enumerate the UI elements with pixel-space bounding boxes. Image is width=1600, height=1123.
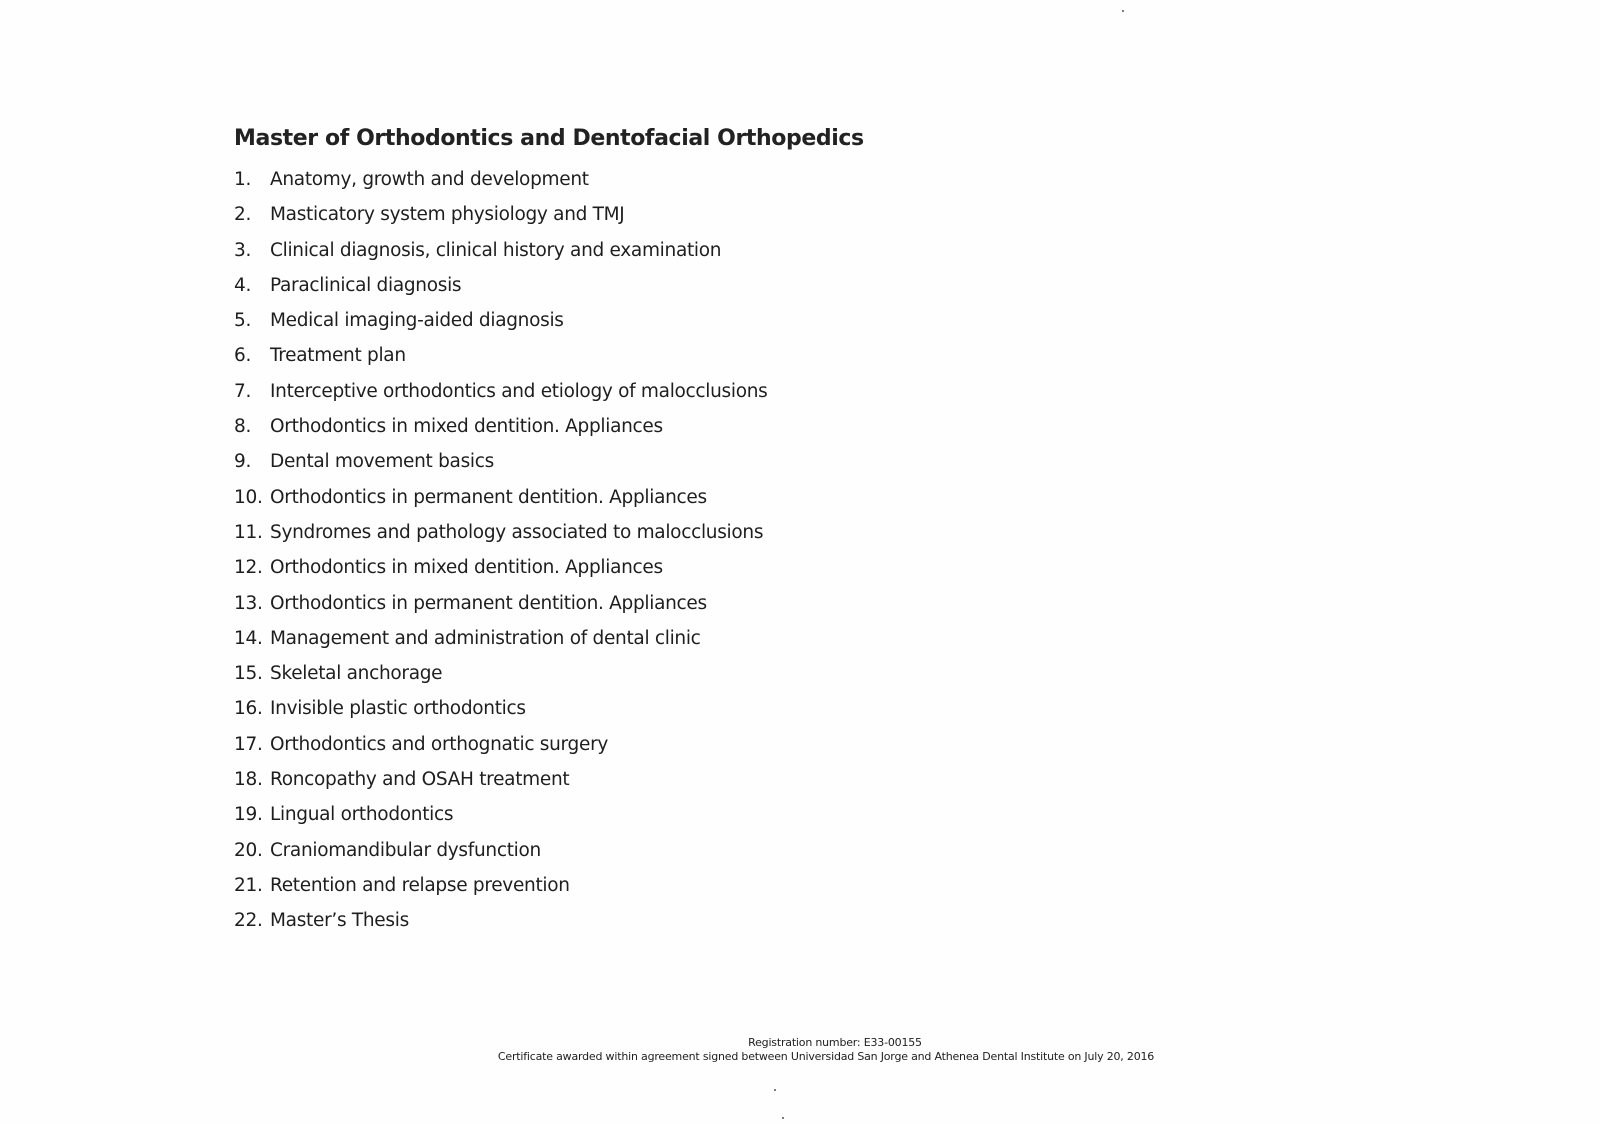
list-item [234, 239, 768, 274]
list-item [234, 274, 768, 309]
item-text: Craniomandibular dysfunction [270, 839, 541, 861]
item-text: Orthodontics in permanent dentition. Appliances [270, 486, 707, 508]
item-text: Retention and relapse prevention [270, 874, 570, 896]
item-number: 21. [234, 874, 263, 896]
list-item [234, 627, 768, 662]
item-number: 11. [234, 521, 263, 543]
scan-speck [774, 1089, 776, 1091]
item-text: Invisible plastic orthodontics [270, 698, 526, 720]
list-item [234, 415, 768, 450]
item-text: Orthodontics in permanent dentition. Appliances [270, 592, 707, 614]
list-item [234, 697, 768, 732]
registration-number: Registration number: E33-00155 [748, 1036, 922, 1049]
item-text: Orthodontics in mixed dentition. Appliances [270, 557, 663, 579]
item-text: Masticatory system physiology and TMJ [270, 204, 625, 226]
item-number: 14. [234, 627, 263, 649]
list-item [234, 486, 768, 521]
certificate-note: Certificate awarded within agreement signed between Universidad San Jorge and Athenea Dental Institute on July 20, 2016 [497, 1050, 1155, 1063]
list-item [234, 803, 768, 838]
item-number: 20. [234, 839, 263, 861]
item-text: Master’s Thesis [270, 910, 409, 932]
item-number: 2. [234, 204, 252, 226]
item-number: 22. [234, 910, 263, 932]
document-title: Master of Orthodontics and Dentofacial Orthopedics [234, 126, 864, 151]
item-number: 13. [234, 592, 263, 614]
item-text: Interceptive orthodontics and etiology of malocclusions [270, 380, 768, 402]
item-number: 7. [234, 380, 252, 402]
list-item [234, 556, 768, 591]
item-text: Orthodontics in mixed dentition. Appliances [270, 416, 663, 438]
item-text: Paraclinical diagnosis [270, 274, 462, 296]
item-text: Management and administration of dental clinic [270, 627, 701, 649]
item-text: Treatment plan [270, 345, 406, 367]
item-number: 9. [234, 451, 252, 473]
item-number: 5. [234, 310, 252, 332]
item-text: Dental movement basics [270, 451, 494, 473]
item-text: Roncopathy and OSAH treatment [270, 769, 570, 791]
document-footer [0, 1036, 1600, 1064]
list-item [234, 874, 768, 909]
item-text: Clinical diagnosis, clinical history and examination [270, 239, 722, 261]
list-item [234, 450, 768, 485]
item-number: 16. [234, 698, 263, 720]
list-item [234, 733, 768, 768]
list-item [234, 309, 768, 344]
item-text: Skeletal anchorage [270, 663, 443, 685]
item-text: Anatomy, growth and development [270, 169, 589, 190]
item-text: Medical imaging-aided diagnosis [270, 310, 564, 332]
item-number: 10. [234, 486, 263, 508]
scan-speck [1122, 10, 1124, 12]
list-item [234, 662, 768, 697]
item-text: Syndromes and pathology associated to malocclusions [270, 521, 764, 543]
item-number: 18. [234, 769, 263, 791]
item-number: 15. [234, 663, 263, 685]
scan-speck [782, 1117, 784, 1119]
item-text: Lingual orthodontics [270, 804, 454, 826]
list-item [234, 203, 768, 238]
item-number: 17. [234, 733, 263, 755]
item-number: 4. [234, 274, 252, 296]
item-number: 19. [234, 804, 263, 826]
list-item [234, 592, 768, 627]
subject-list [234, 168, 768, 945]
list-item [234, 768, 768, 803]
list-item [234, 839, 768, 874]
item-number: 8. [234, 416, 252, 438]
list-item [234, 521, 768, 556]
item-number: 12. [234, 557, 263, 579]
list-item [234, 380, 768, 415]
item-number: 6. [234, 345, 252, 367]
item-number: 1. [234, 169, 252, 190]
item-number: 3. [234, 239, 252, 261]
item-text: Orthodontics and orthognatic surgery [270, 733, 609, 755]
list-item [234, 168, 768, 203]
list-item [234, 344, 768, 379]
list-item [234, 909, 768, 944]
